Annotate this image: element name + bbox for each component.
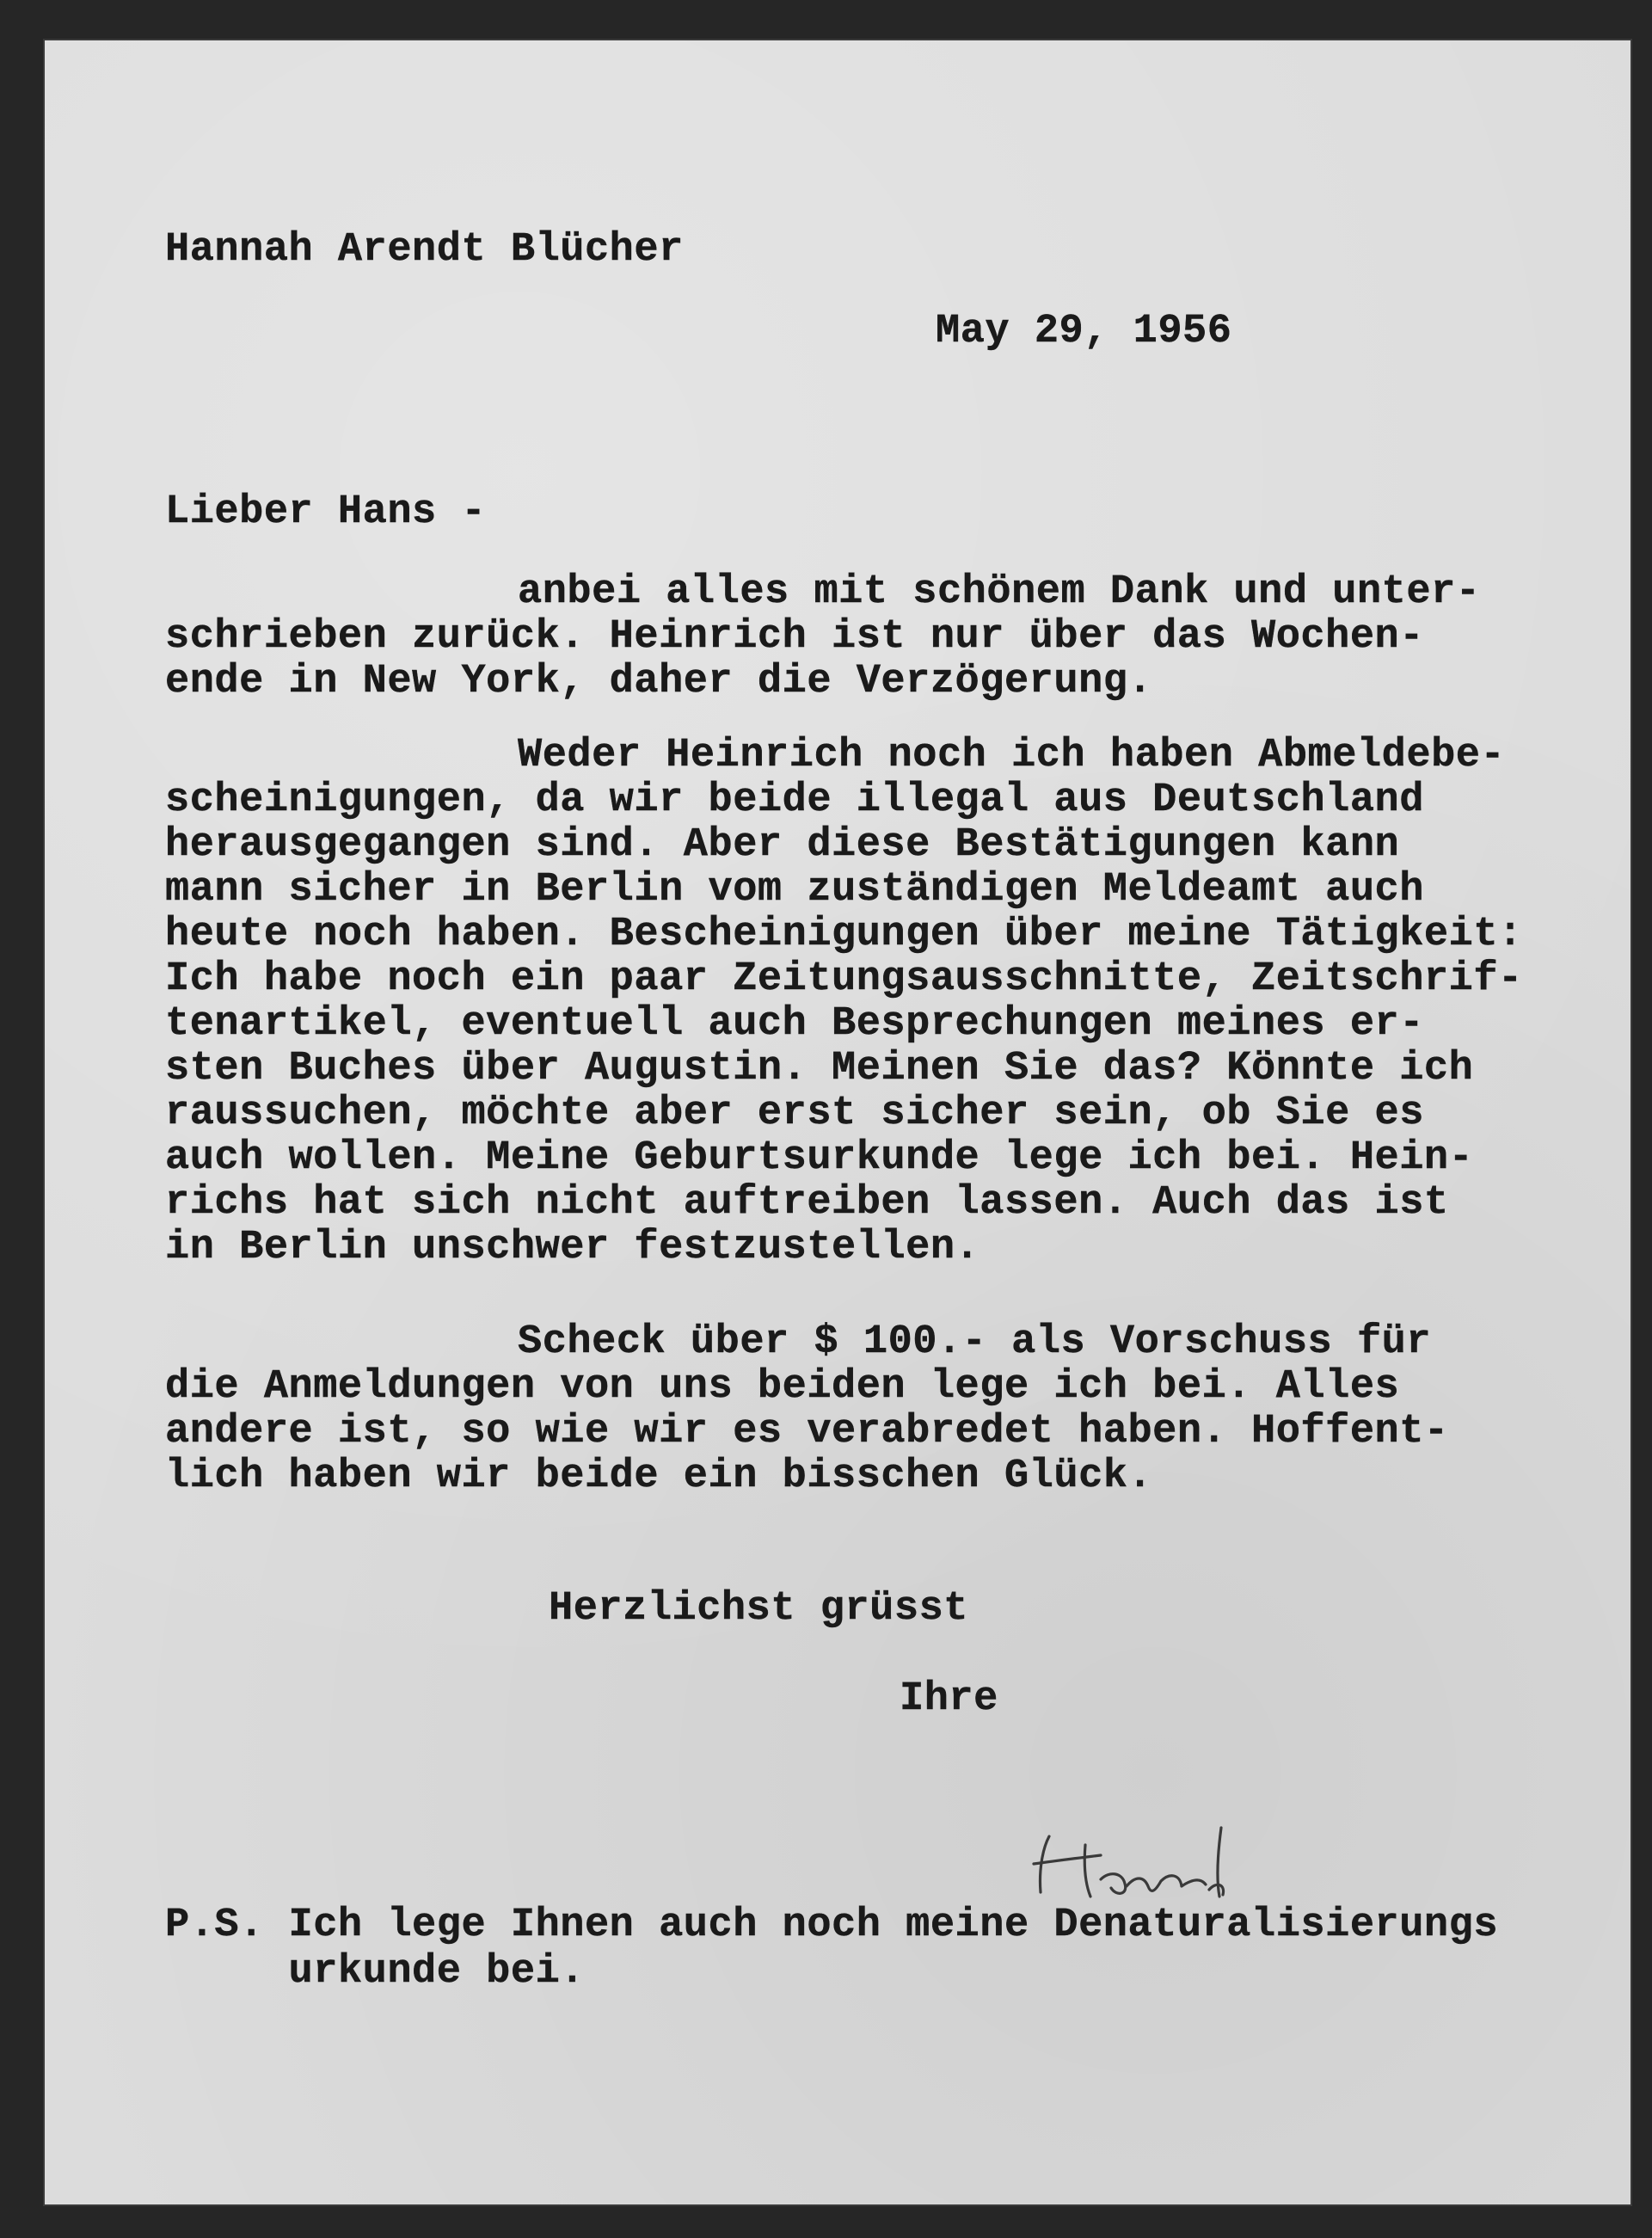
paragraph2-line: scheinigungen, da wir beide illegal aus Deutschland <box>165 778 1424 823</box>
paragraph3-line: lich haben wir beide ein bisschen Glück. <box>165 1454 1153 1499</box>
closing: Herzlichst grüsst <box>549 1586 968 1632</box>
paragraph2-line: mann sicher in Berlin vom zuständigen Meldeamt auch <box>165 867 1424 913</box>
paragraph1-line: schrieben zurück. Heinrich ist nur über das Wochen- <box>165 614 1424 660</box>
paragraph2-line: Weder Heinrich noch ich haben Abmeldebe- <box>518 733 1506 778</box>
paragraph2-line: in Berlin unschwer festzustellen. <box>165 1225 980 1270</box>
closing-ihre: Ihre <box>900 1676 998 1722</box>
paragraph2-line: Ich habe noch ein paar Zeitungsausschnitte, Zeitschrif- <box>165 956 1523 1002</box>
paragraph3-line: die Anmeldungen von uns beiden lege ich bei. Alles <box>165 1364 1400 1410</box>
letter-page <box>43 39 1632 2206</box>
paragraph2-line: herausgegangen sind. Aber diese Bestätigungen kann <box>165 822 1400 868</box>
letter-date: May 29, 1956 <box>936 309 1232 354</box>
handwritten-signature <box>1023 1811 1273 1914</box>
paragraph3-line: Scheck über $ 100.- als Vorschuss für <box>518 1319 1432 1365</box>
paragraph2-line: sten Buches über Augustin. Meinen Sie das? Könnte ich <box>165 1046 1474 1091</box>
paragraph2-line: richs hat sich nicht auftreiben lassen. Auch das ist <box>165 1180 1449 1226</box>
paragraph2-line: heute noch haben. Bescheinigungen über meine Tätigkeit: <box>165 912 1523 957</box>
postscript-line: urkunde bei. <box>165 1949 585 1995</box>
paragraph2-line: auch wollen. Meine Geburtsurkunde lege ich bei. Hein- <box>165 1135 1474 1181</box>
paragraph2-line: tenartikel, eventuell auch Besprechungen meines er- <box>165 1001 1424 1047</box>
paragraph1-line: ende in New York, daher die Verzögerung. <box>165 659 1153 704</box>
salutation: Lieber Hans - <box>165 489 487 535</box>
postscript-line: P.S. Ich lege Ihnen auch noch meine Denaturalisierungs <box>165 1903 1499 1948</box>
paragraph1-line: anbei alles mit schönem Dank und unter- <box>518 569 1481 615</box>
paragraph2-line: raussuchen, möchte aber erst sicher sein, ob Sie es <box>165 1091 1424 1136</box>
sender-name: Hannah Arendt Blücher <box>165 227 684 273</box>
paragraph3-line: andere ist, so wie wir es verabredet haben. Hoffent- <box>165 1409 1449 1454</box>
